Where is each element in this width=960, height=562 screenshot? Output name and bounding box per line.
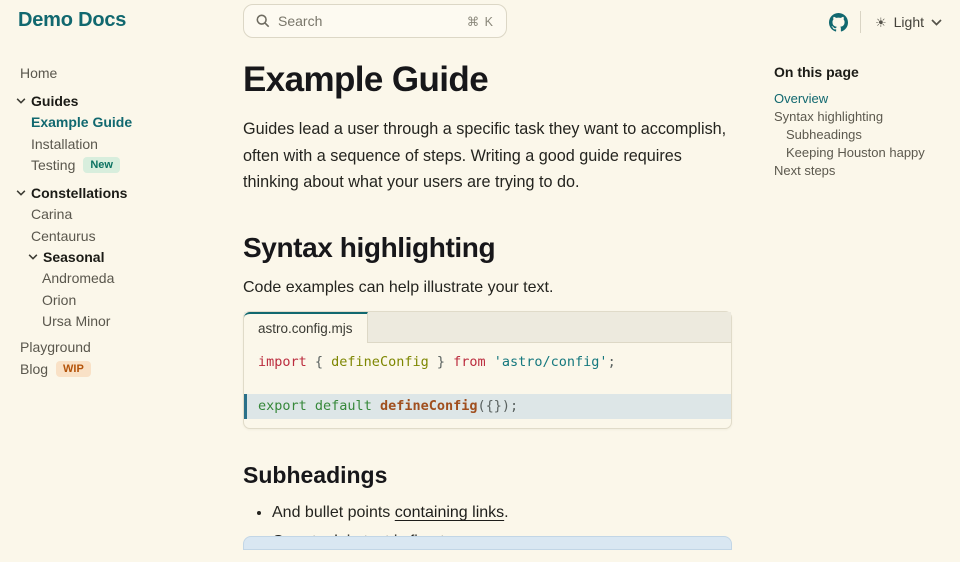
sidebar-item-home[interactable]: Home [20,64,58,81]
theme-select-label: Light [893,14,924,30]
sidebar-item-installation[interactable]: Installation [31,135,98,152]
toc-item-keeping-houston-happy[interactable]: Keeping Houston happy [786,145,925,161]
header-divider [860,11,861,33]
section-title-subheadings: Subheadings [243,462,388,489]
code-tab-bar [244,312,731,343]
sidebar-item-carina[interactable]: Carina [31,206,73,223]
header-actions [829,0,944,44]
sidebar-nav [0,62,232,379]
toc-item-syntax-highlighting[interactable]: Syntax highlighting [774,108,884,124]
new-badge: New [83,157,120,173]
wip-badge: WIP [56,361,91,377]
list-item: • And bullet points containing links. [272,504,732,522]
code-block [243,311,732,429]
search-shortcut: ⌘ K [466,14,494,29]
toc-item-next-steps[interactable]: Next steps [774,163,836,179]
toc-item-subheadings[interactable]: Subheadings [786,126,862,142]
note-aside-top-edge [243,536,732,550]
page-title: Example Guide [243,60,489,99]
main-content [243,56,732,562]
on-this-page-toc [774,64,950,180]
theme-select[interactable] [873,10,944,34]
code-line-1: import { defineConfig } from 'astro/config'; [258,354,616,371]
github-icon[interactable] [829,13,848,32]
sidebar-item-testing[interactable]: Testing New [0,154,232,175]
containing-links-link[interactable]: containing links [394,504,505,522]
sidebar-group-guides[interactable]: Guides [0,90,232,111]
sidebar-item-blog[interactable]: Blog WIP [0,358,232,379]
site-title[interactable]: Demo Docs [18,9,127,31]
code-content [244,343,731,428]
toc-title: On this page [774,64,859,80]
sidebar-group-seasonal[interactable]: Seasonal [0,246,232,267]
search-input[interactable] [243,4,507,38]
section-paragraph: Code examples can help illustrate your text. [243,279,554,297]
sidebar-group-constellations[interactable]: Constellations [0,182,232,203]
search-placeholder: Search [278,13,323,29]
chevron-down-icon [931,19,942,26]
sun-icon: ☀ [874,14,887,30]
code-line-2-blank [244,373,731,394]
section-title-syntax-highlighting: Syntax highlighting [243,232,496,264]
code-line-3-highlighted: export default defineConfig ({}); [244,394,731,419]
toc-item-overview[interactable]: Overview [774,90,829,106]
sidebar-item-example-guide[interactable]: Example Guide [31,114,133,131]
sidebar-item-andromeda[interactable]: Andromeda [42,270,115,287]
code-tab-astro-config[interactable]: astro.config.mjs [244,312,368,343]
site-header [0,0,960,44]
chevron-down-icon [16,98,26,104]
search-icon [256,14,270,28]
sidebar-item-ursa-minor[interactable]: Ursa Minor [42,312,111,329]
chevron-down-icon [28,254,38,260]
sidebar-item-orion[interactable]: Orion [42,291,77,308]
intro-paragraph: Guides lead a user through a specific task they want to accomplish, often with a sequence of steps. Writing a good guide requires thinking about what your users are trying to do. [243,120,727,192]
chevron-down-icon [16,190,26,196]
sidebar-item-playground[interactable]: Playground [20,339,91,356]
sidebar-item-centaurus[interactable]: Centaurus [31,227,96,244]
